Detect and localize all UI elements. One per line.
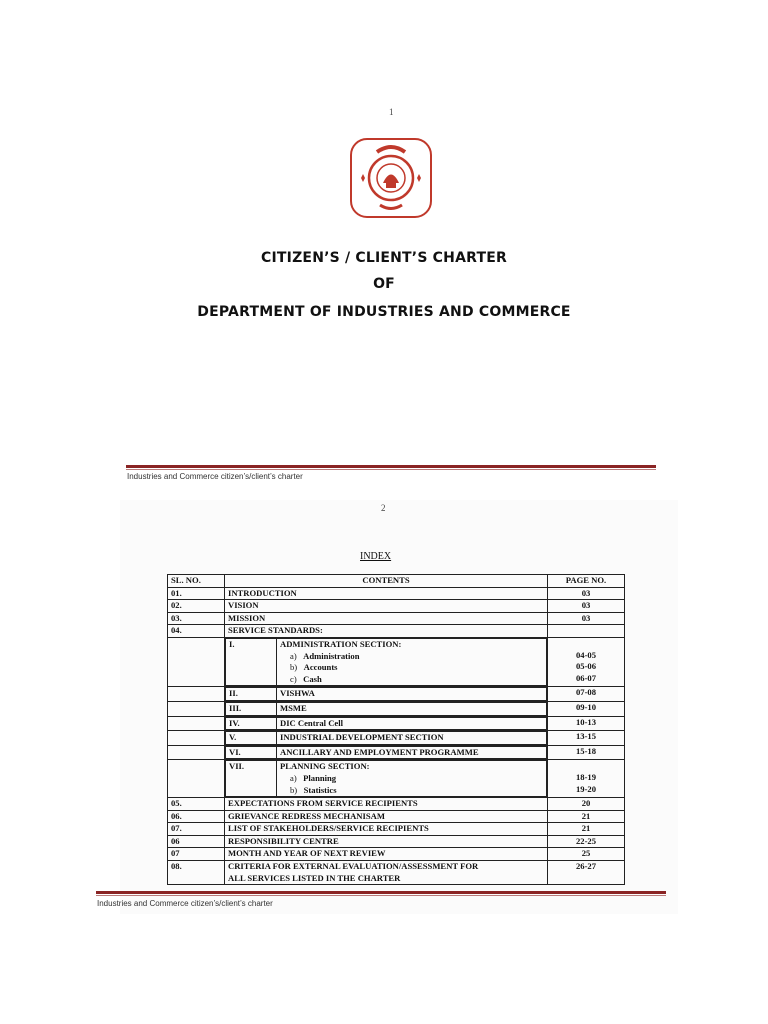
karnataka-emblem-icon [350,138,432,218]
table-row: IV. DIC Central Cell 10-13 [168,716,625,731]
table-row: I. ADMINISTRATION SECTION: a) Administration b) Accounts c) Cash 04-05 05-06 06-07 [168,637,625,686]
charter-title: CITIZEN’S / CLIENT’S CHARTER [261,250,507,266]
page-number: 1 [389,107,394,117]
table-row: VI. ANCILLARY AND EMPLOYMENT PROGRAMME 15-18 [168,745,625,760]
table-row: 07. LIST OF STAKEHOLDERS/SERVICE RECIPIENTS 21 [168,823,625,836]
header-contents: CONTENTS [225,575,548,588]
index-title: INDEX [360,551,392,562]
table-row: 06 RESPONSIBILITY CENTRE 22-25 [168,835,625,848]
footer-divider [96,891,666,894]
index-table [167,574,625,885]
footer-divider-thin [96,895,666,896]
department-title: DEPARTMENT OF INDUSTRIES AND COMMERCE [197,304,571,320]
table-row: II. VISHWA 07-08 [168,687,625,702]
table-row: III. MSME 09-10 [168,701,625,716]
table-row: 07 MONTH AND YEAR OF NEXT REVIEW 25 [168,848,625,861]
table-row: VII. PLANNING SECTION: a) Planning b) Statistics 18-19 19-20 [168,760,625,798]
charter-title-of: OF [373,276,395,292]
table-row: 05. EXPECTATIONS FROM SERVICE RECIPIENTS 20 [168,798,625,811]
table-row: 01. INTRODUCTION 03 [168,587,625,600]
table-row: V. INDUSTRIAL DEVELOPMENT SECTION 13-15 [168,731,625,746]
footer-divider [126,465,656,468]
table-row: 06. GRIEVANCE REDRESS MECHANISAM 21 [168,810,625,823]
table-row: 08. CRITERIA FOR EXTERNAL EVALUATION/ASSESSMENT FOR ALL SERVICES LISTED IN THE CHARTER 26-27 [168,861,625,885]
header-sl-no: SL. NO. [168,575,225,588]
page-number: 2 [381,503,386,513]
page2-footer: Industries and Commerce citizen’s/client’s charter [97,899,273,908]
table-row: 04. SERVICE STANDARDS: [168,625,625,638]
header-page-no: PAGE NO. [548,575,625,588]
footer-divider-thin [126,469,656,470]
page1-footer: Industries and Commerce citizen’s/client’s charter [127,472,303,481]
table-row: 03. MISSION 03 [168,612,625,625]
table-header-row [168,575,625,588]
table-row: 02. VISION 03 [168,600,625,613]
